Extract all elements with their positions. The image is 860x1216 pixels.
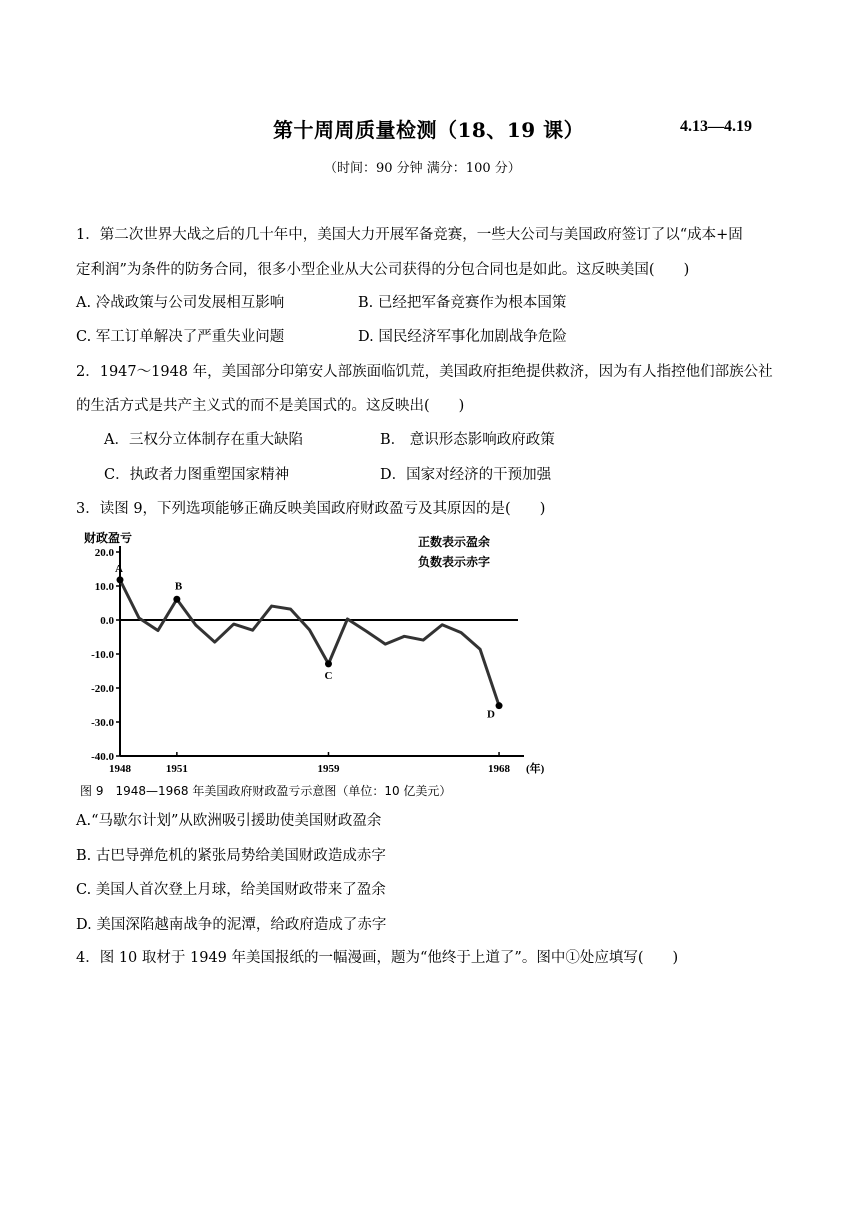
y-axis-label: 财政盈亏: [84, 531, 133, 545]
y-tick-label: -40.0: [91, 751, 114, 763]
annotation-marker: [117, 576, 124, 583]
data-point: [442, 624, 443, 625]
x-tick-label: 1951: [165, 763, 188, 775]
annotation-marker: [496, 702, 503, 709]
deficit-line-chart: [74, 528, 544, 778]
y-tick-label: -10.0: [91, 649, 114, 661]
annotation-marker: [325, 660, 332, 667]
q1-option-c: C. 军工订单解决了严重失业问题: [76, 329, 285, 345]
q1-stem-line2: 定利润”为条件的防务合同，很多小型企业从大公司获得的分包合同也是如此。这反映美国( ): [76, 262, 690, 278]
y-tick-label: 0.0: [100, 615, 114, 627]
legend-note: 负数表示赤字: [418, 555, 491, 569]
annotation-label: D: [487, 708, 496, 721]
y-tick-label: 10.0: [94, 581, 114, 593]
annotation-label: B: [174, 580, 183, 593]
date-range: 4.13—4.19: [680, 118, 752, 135]
data-point: [214, 642, 215, 643]
data-point: [138, 617, 139, 618]
data-point: [271, 606, 272, 607]
data-point: [195, 625, 196, 626]
q2-option-c: C．执政者力图重塑国家精神: [104, 467, 290, 483]
q1-option-d: D. 国民经济军事化加剧战争危险: [358, 329, 567, 345]
data-point: [366, 631, 367, 632]
q3-stem: 3．读图 9，下列选项能够正确反映美国政府财政盈亏及其原因的是( ): [76, 501, 546, 517]
y-tick-label: -30.0: [91, 717, 114, 729]
figure-caption: 图 9 1948—1968 年美国政府财政盈亏示意图（单位：10 亿美元）: [80, 784, 452, 798]
q3-option-d: D. 美国深陷越南战争的泥潭，给政府造成了赤字: [76, 917, 387, 933]
page-title: 第十周周质量检测（18、19 课）: [273, 118, 585, 142]
q2-option-a: A．三权分立体制存在重大缺陷: [104, 432, 303, 448]
q1-option-b: B. 已经把军备竞赛作为根本国策: [358, 295, 567, 311]
y-tick-label: -20.0: [91, 683, 114, 695]
annotation-marker: [173, 596, 180, 603]
q2-stem-line1: 2．1947～1948 年，美国部分印第安人部族面临饥荒，美国政府拒绝提供救济，因为有人指控他们部族公社: [76, 364, 773, 380]
q1-option-a: A. 冷战政策与公司发展相互影响: [76, 295, 285, 311]
y-tick-label: 20.0: [94, 547, 114, 559]
q4-stem: 4．图 10 取材于 1949 年美国报纸的一幅漫画，题为“他终于上道了”。图中①处应填写( ): [76, 950, 679, 966]
exam-info: （时间：90 分钟 满分：100 分）: [324, 161, 521, 176]
q2-option-d: D．国家对经济的干预加强: [380, 467, 552, 483]
q2-stem-line2: 的生活方式是共产主义式的而不是美国式的。这反映出( ): [76, 398, 465, 414]
data-point: [309, 629, 310, 630]
annotation-label: A: [115, 562, 123, 575]
data-point: [347, 618, 348, 619]
x-tick-label: 1968: [488, 763, 511, 775]
annotation-label: C: [324, 669, 333, 682]
data-point: [480, 649, 481, 650]
data-point: [423, 640, 424, 641]
q3-option-c: C. 美国人首次登上月球，给美国财政带来了盈余: [76, 882, 386, 898]
data-point: [157, 630, 158, 631]
q2-option-b: B． 意识形态影响政府政策: [380, 432, 555, 448]
x-tick-label: 1948: [109, 763, 131, 775]
data-point: [461, 632, 462, 633]
data-point: [385, 644, 386, 645]
legend-note: 正数表示盈余: [418, 535, 491, 549]
data-point: [290, 609, 291, 610]
q3-option-b: B. 古巴导弹危机的紧张局势给美国财政造成赤字: [76, 848, 386, 864]
q1-stem-line1: 1．第二次世界大战之后的几十年中，美国大力开展军备竞赛，一些大公司与美国政府签订了以“成本+固: [76, 227, 743, 243]
q3-option-a: A.“马歇尔计划”从欧洲吸引援助使美国财政盈余: [76, 813, 382, 829]
data-point: [404, 636, 405, 637]
data-point: [252, 630, 253, 631]
data-point: [233, 624, 234, 625]
x-tick-label: 1959: [317, 763, 340, 775]
x-axis-label: (年): [526, 763, 544, 775]
